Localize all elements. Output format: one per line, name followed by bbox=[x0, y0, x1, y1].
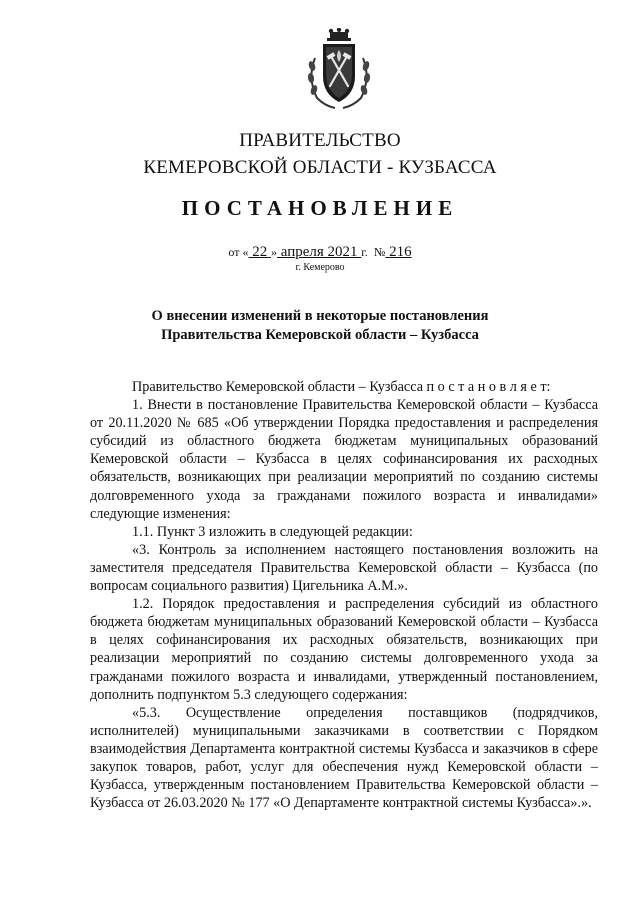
paragraph-item-5-3-quote: «5.3. Осуществление определения поставщиков (подрядчиков, исполнителей) муниципальными заказчиками в соответствии с Порядком взаимодействия Департамента контрактной системы Кузбасса и заказчиков в сфере закупок товаров, работ, услуг для обеспечения нужд Кемеровской области – Кузбасса, утвержденным постановлением Правительства Кемеровской области – Кузбасса от 26.03.2020 № 177 «О Департаменте контрактной системы Кузбасса».». bbox=[90, 704, 598, 812]
subject-line1: О внесении изменений в некоторые постановления bbox=[151, 308, 489, 324]
paragraph-item-1-1: 1.1. Пункт 3 изложить в следующей редакции: bbox=[132, 523, 413, 540]
decree-month-year: апреля 2021 bbox=[277, 244, 362, 260]
paragraph-preamble: Правительство Кемеровской области – Кузбасса п о с т а н о в л я е т: bbox=[132, 379, 551, 395]
decree-date-number bbox=[0, 244, 640, 261]
paragraph-item-3-quote: «3. Контроль за исполнением настоящего постановления возложить на заместителя председателя Правительства Кемеровской области – Кузбасса (по вопросам социального развития) Цигельника А.М.». bbox=[90, 541, 598, 595]
decree-city: г. Кемерово bbox=[295, 262, 345, 273]
paragraph-item-1-2: 1.2. Порядок предоставления и распределения субсидий из областного бюджета бюджетам муниципальных образований Кемеровской области – Кузбасса в целях софинансирования их расходных обязательств, возникающих при реализации мероприятий по созданию системы долговременного ухода за гражданами пожилого возраста и инвалидами, утвержденный постановлением, дополнить подпунктом 5.3 следующего содержания: bbox=[90, 596, 598, 703]
decree-day: 22 bbox=[248, 244, 272, 260]
document-type-title: ПОСТАНОВЛЕНИЕ bbox=[181, 196, 459, 220]
decree-body bbox=[90, 378, 598, 812]
government-name-line2: КЕМЕРОВСКОЙ ОБЛАСТИ - КУЗБАССА bbox=[143, 157, 497, 178]
government-name-line1: ПРАВИТЕЛЬСТВО bbox=[239, 130, 401, 151]
number-prefix: № bbox=[373, 245, 386, 259]
date-prefix: от « bbox=[228, 245, 249, 259]
kemerovo-coat-of-arms-icon bbox=[297, 28, 381, 112]
date-mid: » bbox=[271, 245, 278, 259]
subject-line2: Правительства Кемеровской области – Кузбасса bbox=[161, 327, 479, 343]
paragraph-item-1: 1. Внести в постановление Правительства Кемеровской области – Кузбасса от 20.11.2020 № 685 «Об утверждении Порядка предоставления и распределения субсидий из областного бюджета бюджетам муниципальных образований Кемеровской области – Кузбасса в целях софинансирования их расходных обязательств, возникающих при реализации мероприятий по созданию системы долговременного ухода за гражданами пожилого возраста и инвалидами» следующие изменения: bbox=[90, 397, 598, 522]
year-suffix: г. bbox=[361, 245, 368, 259]
decree-number: 216 bbox=[385, 244, 412, 260]
